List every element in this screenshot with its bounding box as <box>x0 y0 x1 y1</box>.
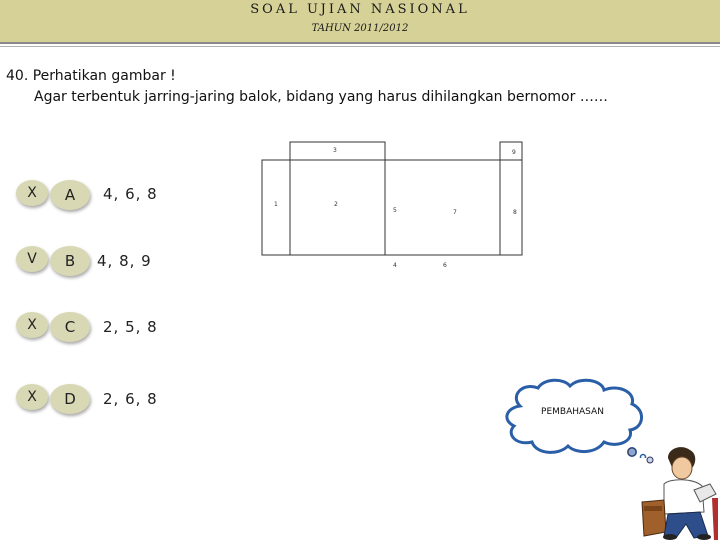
net-face-8 <box>500 160 522 255</box>
option-b-mark: V <box>16 246 48 272</box>
question-text <box>6 66 608 108</box>
header-divider-thin <box>0 46 720 47</box>
question-prompt: Agar terbentuk jarring-jaring balok, bidang yang harus dihilangkan bernomor …… <box>34 89 608 105</box>
pembahasan-button-label[interactable]: PEMBAHASAN <box>541 407 604 417</box>
net-face-3 <box>290 142 385 160</box>
question-number-line: 40. Perhatikan gambar ! <box>6 68 176 84</box>
cuboid-net-svg <box>258 140 538 270</box>
header-divider <box>0 42 720 44</box>
net-label-2: 2 <box>334 201 338 208</box>
header-title: SOAL UJIAN NASIONAL <box>250 2 470 17</box>
net-label-1: 1 <box>274 201 278 208</box>
student-illustration <box>624 440 720 540</box>
net-label-9: 9 <box>512 149 516 156</box>
cuboid-net-figure <box>258 140 538 270</box>
option-d-answer: 2, 6, 8 <box>103 390 158 408</box>
header-subtitle: TAHUN 2011/2012 <box>311 23 409 34</box>
net-label-4: 4 <box>393 262 397 269</box>
net-label-8: 8 <box>513 209 517 216</box>
net-label-6: 6 <box>443 262 447 269</box>
option-c-button[interactable]: C <box>50 312 90 342</box>
option-c-mark: X <box>16 312 48 338</box>
net-label-5: 5 <box>393 207 397 214</box>
option-a-button[interactable]: A <box>50 180 90 210</box>
net-face-9 <box>500 142 522 160</box>
net-label-3: 3 <box>333 147 337 154</box>
header-bar <box>0 0 720 42</box>
option-d-button[interactable]: D <box>50 384 90 414</box>
option-a-answer: 4, 6, 8 <box>103 185 158 203</box>
option-c-answer: 2, 5, 8 <box>103 318 158 336</box>
net-label-7: 7 <box>453 209 457 216</box>
option-d-mark: X <box>16 384 48 410</box>
student-reading-icon <box>624 440 720 540</box>
option-b-button[interactable]: B <box>50 246 90 276</box>
option-b-answer: 4, 8, 9 <box>97 252 152 270</box>
net-face-5-7 <box>385 160 500 255</box>
option-a-mark: X <box>16 180 48 206</box>
